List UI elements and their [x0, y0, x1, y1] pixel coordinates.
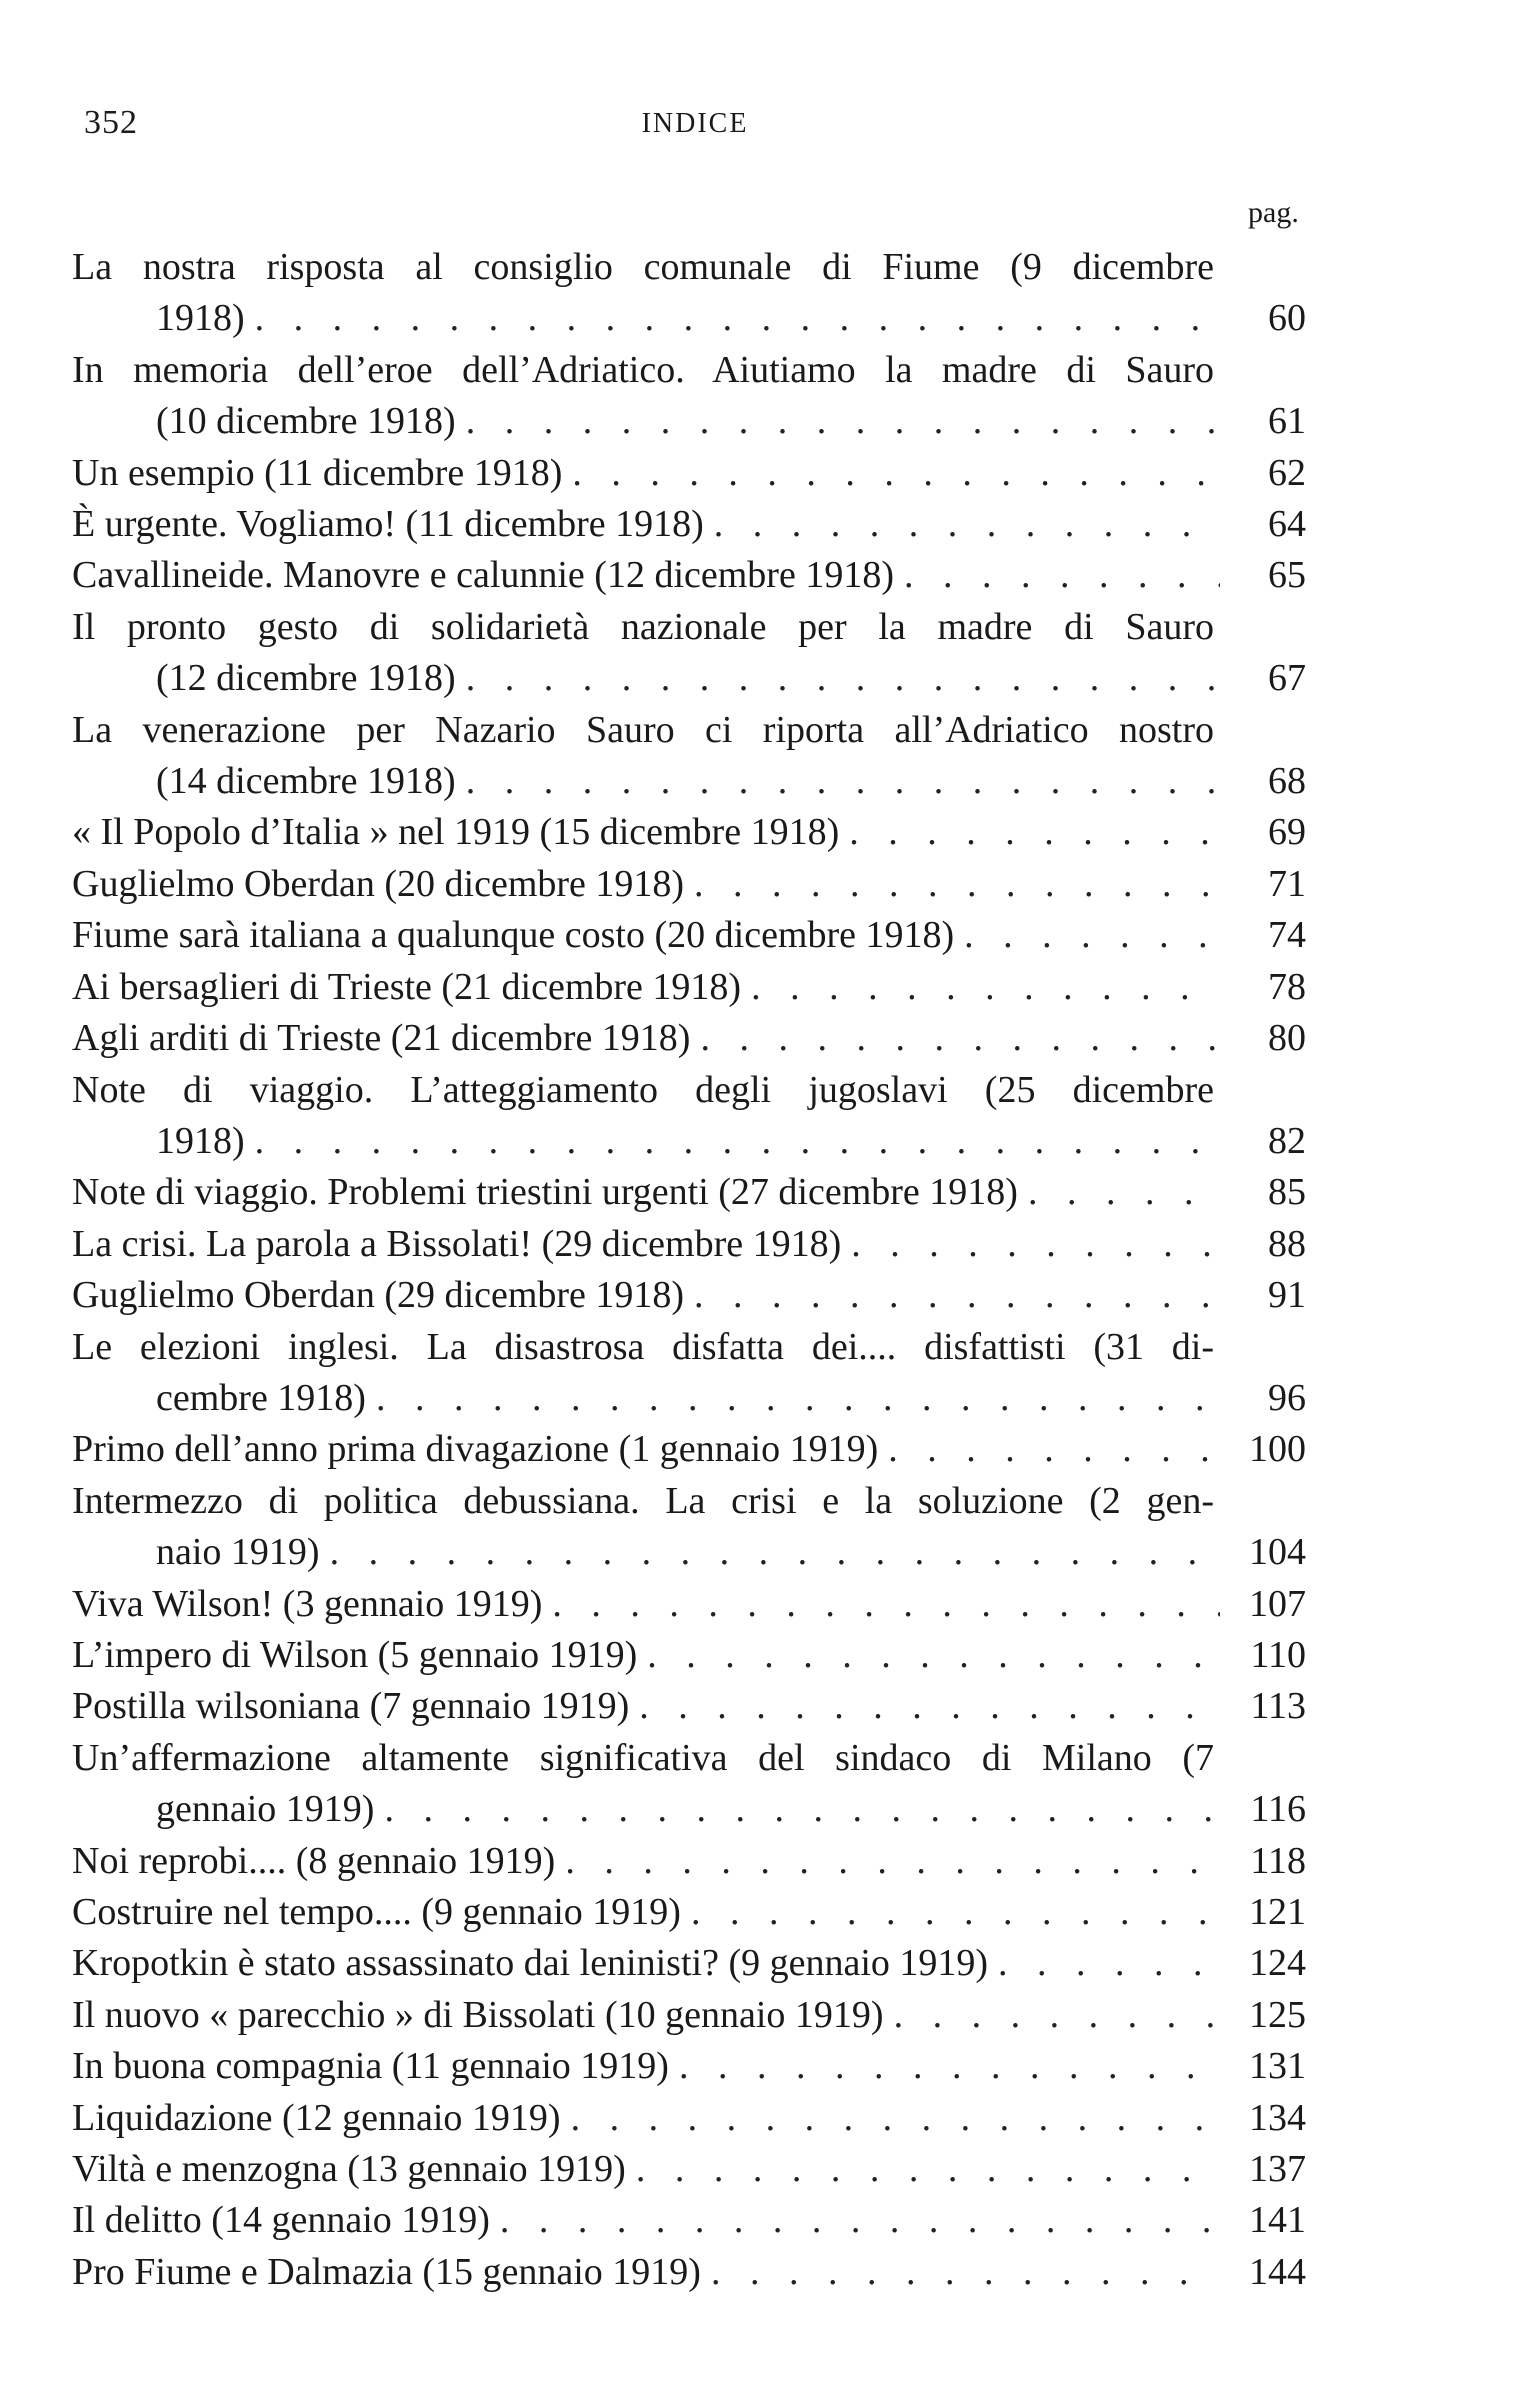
dot-leader [694, 1270, 1220, 1321]
dot-leader [384, 1784, 1220, 1835]
toc-entry-title: La crisi. La parola a Bissolati! (29 dicembre 1918) [72, 1222, 842, 1265]
toc-entry-page: 80 [1268, 1017, 1306, 1060]
toc-entry-title: (10 dicembre 1918) [156, 400, 456, 443]
toc-entry [72, 242, 1306, 345]
toc-entry-page: 131 [1249, 2045, 1306, 2088]
toc-entry [72, 2247, 1306, 2298]
toc-entry-line-final [72, 1116, 1306, 1167]
toc-entry-title: L’impero di Wilson (5 gennaio 1919) [72, 1633, 638, 1676]
toc-entry-page: 62 [1268, 451, 1306, 494]
toc-entry-page: 69 [1268, 811, 1306, 854]
dot-leader [376, 1373, 1220, 1424]
dot-leader [894, 1990, 1220, 2041]
dot-leader [1028, 1167, 1220, 1218]
dot-leader [639, 1681, 1220, 1732]
toc-entry [72, 1476, 1306, 1579]
toc-entry-line-final [72, 1013, 1306, 1064]
toc-entry-page: 65 [1268, 554, 1306, 597]
toc-entry-title: Costruire nel tempo.... (9 gennaio 1919) [72, 1891, 681, 1933]
toc-entry [72, 1219, 1306, 1270]
toc-entry-title: (12 dicembre 1918) [156, 657, 456, 700]
toc-entry [72, 2195, 1306, 2246]
toc-entry [72, 1270, 1306, 1321]
toc-entry-title: È urgente. Vogliamo! (11 dicembre 1918) [72, 503, 704, 546]
toc-entry-page: 88 [1268, 1222, 1306, 1265]
toc-entry [72, 499, 1306, 550]
toc-entry [72, 1733, 1306, 1836]
dot-leader [679, 2041, 1220, 2092]
toc-entry [72, 1630, 1306, 1681]
toc-entry-title: Guglielmo Oberdan (29 dicembre 1918) [72, 1274, 685, 1317]
toc-entry-title: Un’affermazione altamente significativa del sindaco di Milano (7 [72, 1736, 1214, 1779]
dot-leader [714, 499, 1220, 550]
toc-entry-page: 67 [1268, 657, 1306, 700]
toc-entry-line-final [72, 1579, 1306, 1630]
toc-entry-page: 68 [1268, 760, 1306, 803]
toc-entry [72, 807, 1306, 858]
table-of-contents [72, 242, 1306, 2298]
toc-entry-page: 118 [1250, 1839, 1306, 1882]
toc-entry-title: La venerazione per Nazario Sauro ci riporta all’Adriatico nostro [72, 708, 1214, 751]
toc-entry-title: Intermezzo di politica debussiana. La crisi e la soluzione (2 gen- [72, 1479, 1214, 1522]
dot-leader [466, 756, 1220, 807]
toc-entry [72, 1065, 1306, 1168]
dot-leader [255, 293, 1220, 344]
toc-entry-page: 61 [1268, 400, 1306, 443]
toc-entry-line [72, 1322, 1306, 1373]
toc-entry [72, 1167, 1306, 1218]
dot-leader [255, 1116, 1220, 1167]
toc-entry-line [72, 1476, 1306, 1527]
toc-entry-line-final [72, 2195, 1306, 2246]
toc-entry-page: 125 [1249, 1993, 1306, 2036]
toc-entry-line-final [72, 910, 1306, 961]
toc-entry-page: 91 [1268, 1274, 1306, 1317]
toc-entry [72, 1681, 1306, 1732]
toc-entry-line-final [72, 2093, 1306, 2144]
toc-entry-page: 74 [1268, 914, 1306, 957]
toc-entry-page: 137 [1249, 2148, 1306, 2191]
toc-entry-title: Liquidazione (12 gennaio 1919) [72, 2096, 561, 2139]
dot-leader [466, 653, 1220, 704]
toc-entry-title: Pro Fiume e Dalmazia (15 gennaio 1919) [72, 2250, 701, 2293]
toc-entry-title: Un esempio (11 dicembre 1918) [72, 451, 563, 494]
toc-entry-line-final [72, 2041, 1306, 2092]
toc-entry-page: 64 [1268, 503, 1306, 546]
dot-leader [998, 1938, 1220, 1989]
toc-entry-title: cembre 1918) [156, 1376, 366, 1419]
dot-leader [466, 396, 1220, 447]
toc-entry-title: Note di viaggio. Problemi triestini urgenti (27 dicembre 1918) [72, 1171, 1018, 1214]
toc-entry-page: 121 [1249, 1891, 1306, 1933]
toc-entry [72, 1990, 1306, 2041]
dot-leader [552, 1579, 1220, 1630]
toc-entry-line-final [72, 1373, 1306, 1424]
toc-entry [72, 1424, 1306, 1475]
toc-entry-line-final [72, 1527, 1306, 1578]
toc-entry-page: 134 [1249, 2096, 1306, 2139]
running-head: INDICE [641, 108, 749, 139]
dot-leader [888, 1424, 1220, 1475]
toc-entry-line-final [72, 2144, 1306, 2195]
dot-leader [565, 1836, 1220, 1887]
toc-entry [72, 2041, 1306, 2092]
toc-entry-line-final [72, 1424, 1306, 1475]
toc-entry-page: 78 [1268, 965, 1306, 1008]
toc-entry [72, 1836, 1306, 1887]
toc-entry-line [72, 705, 1306, 756]
toc-entry [72, 962, 1306, 1013]
toc-entry-title: naio 1919) [156, 1531, 320, 1574]
toc-entry-page: 124 [1249, 1942, 1306, 1985]
toc-entry-line-final [72, 1681, 1306, 1732]
pag-column-label: pag. [1248, 196, 1299, 229]
toc-entry [72, 345, 1306, 448]
dot-leader [636, 2144, 1220, 2195]
toc-entry [72, 910, 1306, 961]
toc-entry-line-final [72, 1938, 1306, 1989]
dot-leader [851, 1219, 1220, 1270]
dot-leader [964, 910, 1220, 961]
toc-entry-title: In buona compagnia (11 gennaio 1919) [72, 2045, 669, 2088]
toc-entry-title: 1918) [156, 1119, 245, 1162]
toc-entry-line [72, 602, 1306, 653]
toc-entry [72, 550, 1306, 601]
toc-entry-title: Agli arditi di Trieste (21 dicembre 1918) [72, 1017, 691, 1060]
toc-entry-line-final [72, 1630, 1306, 1681]
dot-leader [711, 2247, 1220, 2298]
toc-entry-page: 110 [1250, 1633, 1306, 1676]
toc-entry-line-final [72, 1167, 1306, 1218]
toc-entry-line [72, 1065, 1306, 1116]
toc-entry-page: 82 [1268, 1119, 1306, 1162]
toc-entry-title: Noi reprobi.... (8 gennaio 1919) [72, 1839, 556, 1882]
dot-leader [904, 550, 1220, 601]
dot-leader [691, 1887, 1220, 1938]
toc-entry-title: (14 dicembre 1918) [156, 760, 456, 803]
toc-entry [72, 1013, 1306, 1064]
toc-entry-line-final [72, 550, 1306, 601]
toc-entry-title: « Il Popolo d’Italia » nel 1919 (15 dicembre 1918) [72, 811, 840, 854]
toc-entry-line-final [72, 1887, 1306, 1938]
toc-entry-line-final [72, 807, 1306, 858]
page-number: 352 [84, 104, 138, 141]
toc-entry [72, 2144, 1306, 2195]
toc-entry-title: Il nuovo « parecchio » di Bissolati (10 gennaio 1919) [72, 1993, 884, 2036]
toc-entry-page: 85 [1268, 1171, 1306, 1214]
dot-leader [751, 962, 1220, 1013]
toc-entry [72, 448, 1306, 499]
toc-entry [72, 859, 1306, 910]
toc-entry-line [72, 242, 1306, 293]
toc-entry [72, 1887, 1306, 1938]
toc-entry-title: Cavallineide. Manovre e calunnie (12 dicembre 1918) [72, 554, 894, 597]
toc-entry-line-final [72, 293, 1306, 344]
toc-entry-line-final [72, 1784, 1306, 1835]
toc-entry-title: Fiume sarà italiana a qualunque costo (20 dicembre 1918) [72, 914, 955, 957]
toc-entry-page: 96 [1268, 1376, 1306, 1419]
toc-entry-line-final [72, 499, 1306, 550]
dot-leader [500, 2195, 1220, 2246]
toc-entry-line [72, 345, 1306, 396]
toc-entry [72, 705, 1306, 808]
dot-leader [571, 2093, 1220, 2144]
dot-leader [330, 1527, 1220, 1578]
toc-entry-title: Ai bersaglieri di Trieste (21 dicembre 1918) [72, 965, 742, 1008]
toc-entry-line-final [72, 756, 1306, 807]
toc-entry [72, 602, 1306, 705]
toc-entry-title: Il pronto gesto di solidarietà nazionale per la madre di Sauro [72, 605, 1214, 648]
toc-entry-line [72, 1733, 1306, 1784]
toc-entry-line-final [72, 1990, 1306, 2041]
dot-leader [694, 859, 1220, 910]
toc-entry-line-final [72, 1836, 1306, 1887]
toc-entry [72, 2093, 1306, 2144]
toc-entry-title: Le elezioni inglesi. La disastrosa disfatta dei.... disfattisti (31 di- [72, 1325, 1214, 1368]
toc-entry-line-final [72, 962, 1306, 1013]
toc-entry-line-final [72, 653, 1306, 704]
toc-entry-page: 104 [1249, 1531, 1306, 1574]
toc-entry-page: 107 [1249, 1582, 1306, 1625]
toc-entry-page: 141 [1249, 2199, 1306, 2242]
toc-entry-page: 144 [1249, 2250, 1306, 2293]
page-header [84, 104, 1306, 154]
toc-entry-page: 116 [1250, 1788, 1306, 1831]
dot-leader [849, 807, 1220, 858]
toc-entry-title: Viva Wilson! (3 gennaio 1919) [72, 1582, 543, 1625]
toc-entry-title: gennaio 1919) [156, 1788, 375, 1831]
dot-leader [572, 448, 1220, 499]
toc-entry-title: In memoria dell’eroe dell’Adriatico. Aiutiamo la madre di Sauro [72, 348, 1214, 391]
toc-entry-page: 100 [1249, 1428, 1306, 1471]
dot-leader [700, 1013, 1220, 1064]
toc-entry-title: Postilla wilsoniana (7 gennaio 1919) [72, 1685, 630, 1728]
toc-entry-line-final [72, 448, 1306, 499]
dot-leader [647, 1630, 1220, 1681]
toc-entry-line-final [72, 1270, 1306, 1321]
toc-entry-page: 60 [1268, 297, 1306, 340]
toc-entry-line-final [72, 859, 1306, 910]
toc-entry-page: 71 [1268, 862, 1306, 905]
toc-entry-line-final [72, 2247, 1306, 2298]
toc-entry-title: Note di viaggio. L’atteggiamento degli jugoslavi (25 dicembre [72, 1068, 1214, 1111]
toc-entry-title: Primo dell’anno prima divagazione (1 gennaio 1919) [72, 1428, 879, 1471]
toc-entry-line-final [72, 1219, 1306, 1270]
toc-entry [72, 1322, 1306, 1425]
toc-entry-title: 1918) [156, 297, 245, 340]
toc-entry-line-final [72, 396, 1306, 447]
toc-entry-title: Il delitto (14 gennaio 1919) [72, 2199, 490, 2242]
toc-entry-title: Viltà e menzogna (13 gennaio 1919) [72, 2148, 626, 2191]
toc-entry [72, 1938, 1306, 1989]
toc-entry-title: La nostra risposta al consiglio comunale di Fiume (9 dicembre [72, 246, 1214, 288]
toc-entry-title: Kropotkin è stato assassinato dai leninisti? (9 gennaio 1919) [72, 1942, 989, 1985]
toc-entry [72, 1579, 1306, 1630]
toc-entry-title: Guglielmo Oberdan (20 dicembre 1918) [72, 862, 685, 905]
toc-entry-page: 113 [1250, 1685, 1306, 1728]
